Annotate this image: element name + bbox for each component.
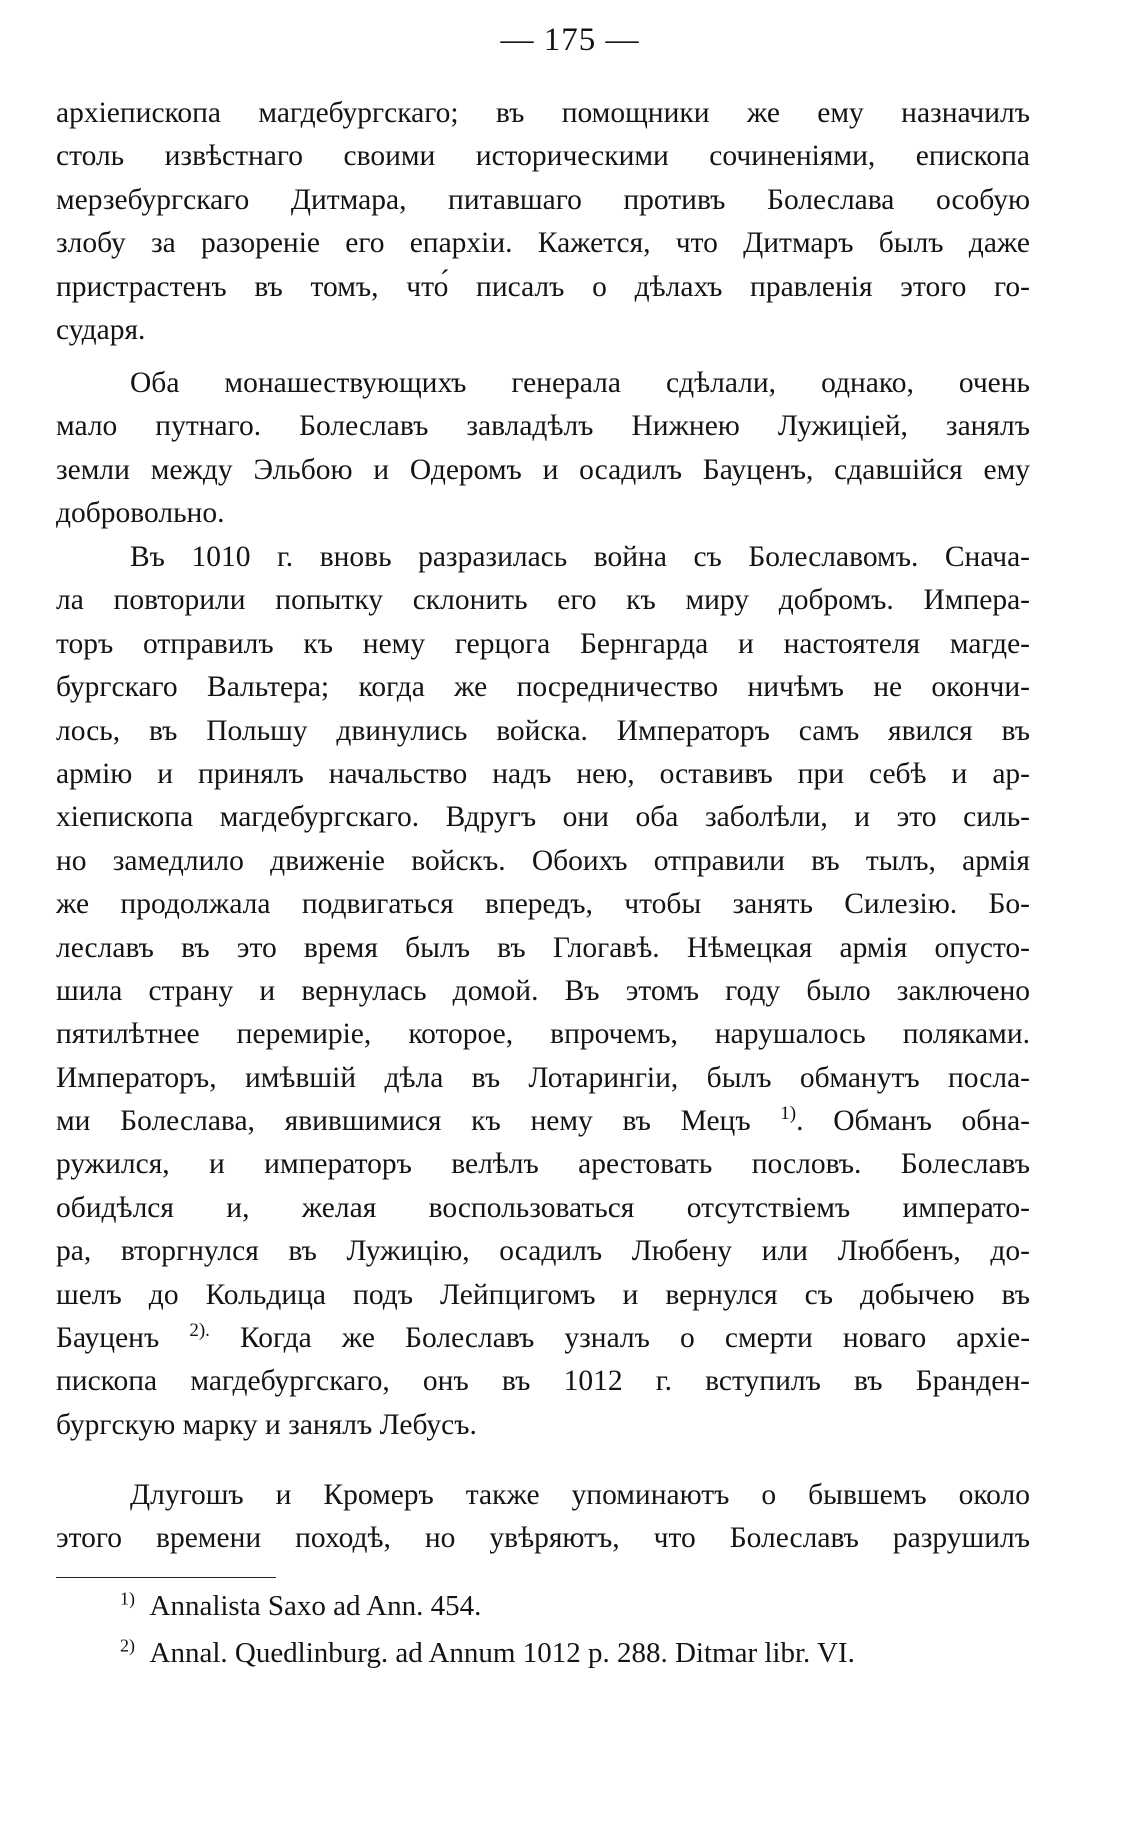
text-line: ра, вторгнулся въ Лужицію, осадилъ Любену или Люббенъ, до-	[56, 1235, 1030, 1268]
paragraph-war-1010	[56, 536, 1030, 1447]
footnotes	[120, 1583, 1020, 1677]
paragraph-dlugosz	[56, 1474, 1030, 1561]
text-line: но замедлило движеніе войскъ. Обоихъ отправили въ тылъ, армія	[56, 844, 1030, 877]
text-line: пристрастенъ въ томъ, что́ писалъ о дѣлахъ правленія этого го-	[56, 270, 1030, 303]
text-line: армію и принялъ начальство надъ нею, оставивъ при себѣ и ар-	[56, 757, 1030, 790]
footnote-text: Annal. Quedlinburg. ad Annum 1012 p. 288. Ditmar libr. VI.	[149, 1637, 855, 1669]
text-segment: Когда же Болеславъ узналъ о смерти новаго архіе-	[240, 1322, 1031, 1355]
text-line: злобу за разореніе его епархіи. Кажется, что Дитмаръ былъ даже	[56, 227, 1030, 260]
text-line: бургскую марку и занялъ Лебусъ.	[56, 1408, 477, 1441]
text-line: Длугошъ и Кромеръ также упоминаютъ о бывшемъ около	[130, 1479, 1030, 1511]
text-line: архіепископа магдебургскаго; въ помощники же ему назначилъ	[56, 97, 1030, 129]
text-line: пископа магдебургскаго, онъ въ 1012 г. вступилъ въ Бранден-	[56, 1365, 1030, 1398]
text-segment: Бауценъ	[56, 1322, 160, 1355]
text-line: пятилѣтнее перемиріе, которое, впрочемъ, нарушалось поляками.	[56, 1018, 1030, 1051]
text-line: бургскаго Вальтера; когда же посредничество ничѣмъ не окончи-	[56, 671, 1030, 704]
text-line: торъ отправилъ къ нему герцога Бернгарда и настоятеля магде-	[56, 627, 1030, 660]
footnote-text: Annalista Saxo ad Ann. 454.	[149, 1590, 482, 1622]
paragraph-monks	[56, 362, 1030, 536]
text-line: Въ 1010 г. вновь разразилась война съ Болеславомъ. Снача-	[130, 541, 1030, 573]
text-line-with-footnote: ми Болеслава, явившимися къ нему въ Мецъ $^{1)}$. Обманъ обна-	[56, 1103, 1030, 1138]
footnote-ref-2: 2).	[189, 1320, 210, 1342]
footnote-2	[120, 1630, 1020, 1677]
text-line: шелъ до Кольдица подъ Лейпцигомъ и вернулся съ добычею въ	[56, 1278, 1030, 1311]
text-line: Оба монашествующихъ генерала сдѣлали, однако, очень	[130, 367, 1030, 399]
text-line: сударя.	[56, 313, 146, 346]
text-line-with-footnote	[56, 1317, 1030, 1360]
text-line: мало путнаго. Болеславъ завладѣлъ Нижнею Лужицiей, занялъ	[56, 410, 1030, 443]
text-segment: ми Болеслава, явившимися къ нему въ Мецъ	[56, 1105, 751, 1138]
text-line: шила страну и вернулась домой. Въ этомъ году было заключено	[56, 974, 1030, 1007]
text-line: этого времени походѣ, но увѣряютъ, что Болеславъ разрушилъ	[56, 1522, 1030, 1555]
page-number: — 175 —	[500, 22, 640, 58]
text-line: лось, въ Польшу двинулись войска. Императоръ самъ явился въ	[56, 714, 1030, 747]
footnote-mark: 1)	[120, 1588, 135, 1609]
text-segment: Обманъ обна-	[833, 1105, 1030, 1138]
footnote-ref-1: 1)	[780, 1103, 797, 1125]
text-line: мерзебургскаго Дитмара, питавшаго противъ Болеслава особую	[56, 183, 1030, 216]
footnote-mark: 2)	[120, 1635, 135, 1656]
paragraph-continuation	[56, 92, 1030, 352]
text-line: же продолжала подвигаться впередъ, чтобы занять Силезію. Бо-	[56, 888, 1030, 921]
text-line: леславъ въ это время былъ въ Глогавѣ. Нѣмецкая армія опусто-	[56, 931, 1030, 964]
text-line: Императоръ, имѣвшій дѣла въ Лотарингіи, былъ обманутъ посла-	[56, 1061, 1030, 1094]
text-line: ружился, и императоръ велѣлъ арестовать пословъ. Болеславъ	[56, 1148, 1030, 1181]
footnote-1	[120, 1583, 1020, 1630]
text-line: ла повторили попытку склонить его къ миру добромъ. Импера-	[56, 584, 1030, 617]
text-line: столь извѣстнаго своими историческими сочиненіями, епископа	[56, 140, 1030, 173]
text-line: добровольно.	[56, 497, 225, 530]
footnote-divider	[56, 1577, 276, 1578]
text-line: хіепископа магдебургскаго. Вдругъ они оба заболѣли, и это силь-	[56, 801, 1030, 834]
text-line: обидѣлся и, желая воспользоваться отсутствіемъ императо-	[56, 1191, 1030, 1224]
text-line: земли между Эльбою и Одеромъ и осадилъ Бауценъ, сдавшійся ему	[56, 453, 1030, 486]
